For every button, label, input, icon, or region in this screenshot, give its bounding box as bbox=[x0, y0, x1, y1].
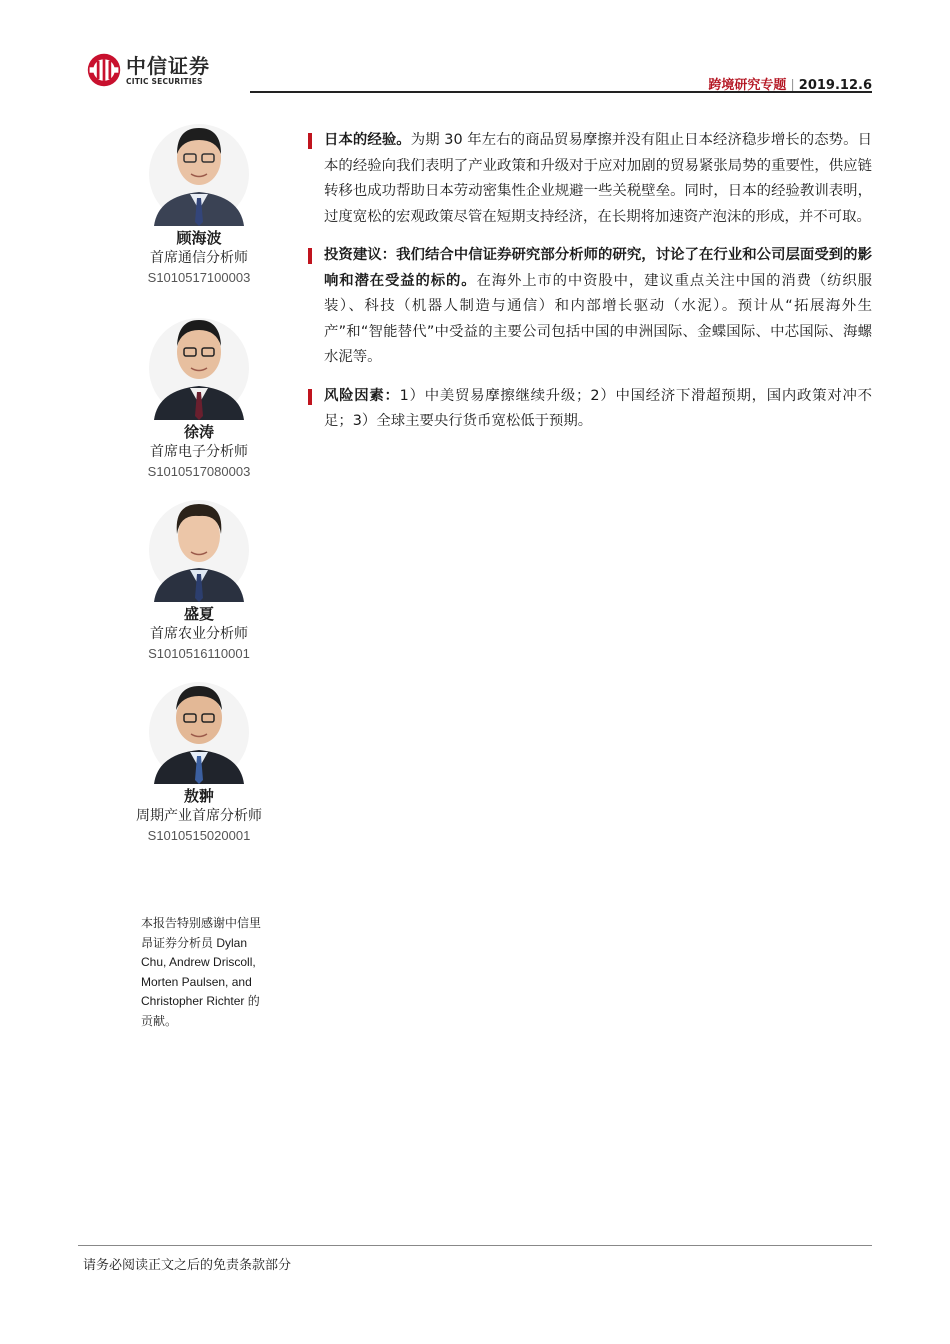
citic-emblem-icon bbox=[86, 52, 122, 88]
brand-name-cn: 中信证券 bbox=[126, 53, 210, 78]
analyst-title: 首席通信分析师 bbox=[150, 250, 248, 266]
analyst-photo bbox=[148, 312, 250, 420]
brand-name-en: CITIC SECURITIES bbox=[126, 76, 203, 86]
paragraph-body: 在海外上市的中资股中，建议重点关注中国的消费（纺织服装）、科技（机器人制造与通信）和内部增长驱动（水泥）。预计从“拓展海外生产”和“智能替代”中受益的主要公司包括中国的申洲国际、金蝶国际、中芯国际、海螺水泥等。 bbox=[324, 272, 872, 365]
analyst-name: 盛夏 bbox=[183, 605, 214, 623]
analyst-title: 首席农业分析师 bbox=[150, 626, 248, 642]
citic-logo bbox=[86, 52, 210, 88]
report-summary bbox=[308, 128, 872, 448]
paragraph-lead: 日本的经验。 bbox=[324, 132, 411, 148]
analyst-name: 徐涛 bbox=[183, 423, 214, 441]
analyst-name: 敖翀 bbox=[183, 787, 214, 805]
analyst-card bbox=[120, 676, 278, 846]
bullet-bar-icon bbox=[308, 133, 312, 149]
bullet-bar-icon bbox=[308, 248, 312, 264]
acknowledgement-note: 本报告特别感谢中信里昂证券分析员 Dylan Chu, Andrew Driscoll, Morten Paulsen, and Christopher Richter 的贡献。 bbox=[141, 916, 262, 1028]
analyst-card bbox=[120, 494, 278, 664]
summary-paragraph bbox=[308, 243, 872, 371]
analyst-title: 首席电子分析师 bbox=[150, 444, 248, 460]
analyst-license-id: S1010515020001 bbox=[147, 828, 251, 843]
header-separator: | bbox=[790, 78, 795, 93]
summary-paragraph bbox=[308, 384, 872, 435]
analyst-photo bbox=[148, 494, 250, 602]
summary-paragraph bbox=[308, 128, 872, 230]
analyst-license-id: S1010516110001 bbox=[148, 646, 250, 661]
report-date: 2019.12.6 bbox=[798, 78, 872, 93]
analyst-name: 顾海波 bbox=[176, 229, 222, 247]
footer-divider bbox=[78, 1245, 872, 1246]
analyst-title: 周期产业首席分析师 bbox=[136, 808, 262, 824]
analyst-license-id: S1010517080003 bbox=[147, 464, 251, 479]
paragraph-body: 1）中美贸易摩擦继续升级；2）中国经济下滑超预期，国内政策对冲不足；3）全球主要央行货币宽松低于预期。 bbox=[324, 387, 872, 429]
analyst-photo bbox=[148, 676, 250, 784]
disclaimer-footer: 请务必阅读正文之后的免责条款部分 bbox=[83, 1258, 292, 1273]
bullet-bar-icon bbox=[308, 389, 312, 405]
analyst-card bbox=[120, 118, 278, 288]
analyst-photo bbox=[148, 118, 250, 226]
report-category: 跨境研究专题 bbox=[708, 78, 787, 93]
header-divider bbox=[250, 91, 872, 93]
analyst-card bbox=[120, 312, 278, 482]
paragraph-body: 为期 30 年左右的商品贸易摩擦并没有阻止日本经济稳步增长的态势。日本的经验向我们表明了产业政策和升级对于应对加剧的贸易紧张局势的重要性，供应链转移也成功帮助日本劳动密集性企业规避一些关税壁垒。同时，日本的经验教训表明，过度宽松的宏观政策尽管在短期支持经济，在长期将加速资产泡沫的形成，并不可取。 bbox=[324, 132, 872, 225]
paragraph-lead: 投资建议：我们结合中信证券研究部分析师的研究，讨论了在行业和公司层面受到的影响和潜在受益的标的。 bbox=[324, 247, 872, 289]
analyst-license-id: S1010517100003 bbox=[147, 270, 251, 285]
paragraph-lead: 风险因素： bbox=[324, 387, 400, 404]
